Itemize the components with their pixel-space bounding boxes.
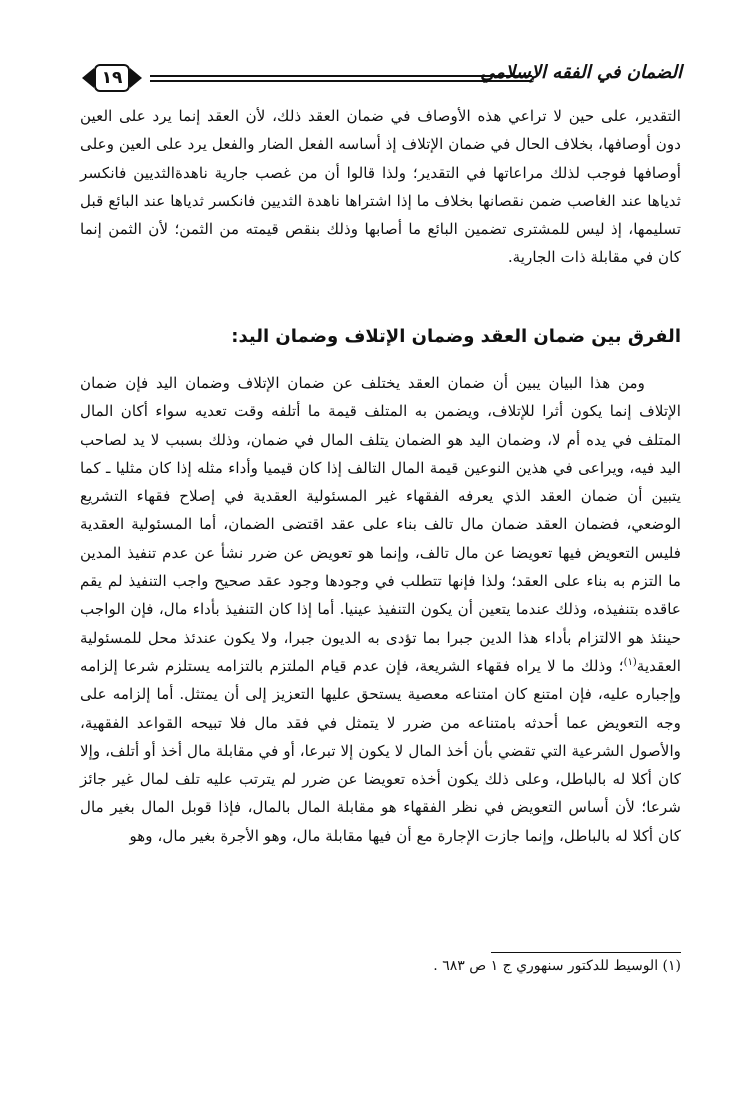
footnote: (١) الوسيط للدكتور سنهوري ج ١ ص ٦٨٣ . [433,958,681,974]
footnote-reference[interactable]: (١) [623,656,637,668]
header-rule-bottom [150,80,532,82]
paragraph-1: التقدير، على حين لا تراعي هذه الأوصاف في ضمان العقد ذلك، لأن العقد إنما يرد على العين دون أوصافها، بخلاف الحال في ضمان الإتلاف إذ أساسه الفعل الضار والفعل يرد على العين وعلى أوصافها فوجب لذلك مراعاتها في التقدير؛ ولذا قالوا أن من غصب جارية ناهدةالثديين فانكسر ثدياها عند الغاصب ضمن نقصانها بخلاف ما إذا اشتراها ناهدة الثديين فانكسر ثدياها عند البائع قبل تسليمها، إذ ليس للمشترى تضمين البائع ما أصابها وذلك بنقص قيمته من الثمن؛ لأن الثمن إنما كان في مقابلة ذات الجارية. [80,107,681,267]
page-number-badge [82,62,142,92]
paragraph-2-text-b: ؛ وذلك ما لا يراه فقهاء الشريعة، فإن عدم قيام الملتزم بالتزامه يستلزم شرعا إلزامه وإجباره عليه، فإن امتنع كان امتناعه معصية يستحق عليها التعزيز إلى أن يمتثل. أما إلزامه على وجه التعويض عما أحدثه بامتناعه من ضرر لا يتمثل في فقد مال فلا تبيحه القواعد الفقهية، والأصول الشرعية التي تقضي بأن أخذ المال لا يكون إلا تبرعا، أو في مقابلة مال أخذ أو أتلف، وإلا كان أكلا له بالباطل، وعلى ذلك يكون أخذه تعويضا عن ضرر لم يترتب عليه تلف لمال غير جائز شرعا؛ لأن أساس التعويض في نظر الفقهاء هو مقابلة المال بالمال، فإذا قوبل المال بغير مال كان أكلا له بالباطل، وإنما جازت الإجارة مع أن فيها مقابلة مال، وهو الأجرة بغير مال، وهو [80,656,681,845]
page-number: ١٩ [94,64,130,92]
footnote-divider [491,952,681,953]
left-arrow-ornament-icon [82,68,94,88]
paragraph-2-text-a: ومن هذا البيان يبين أن ضمان العقد يختلف عن ضمان الإتلاف وضمان اليد فإن ضمان الإتلاف إنما يكون أثرا للإتلاف، ويضمن به المتلف قيمة ما أتلفه وقت تعديه سواء أكان المال المتلف في يده أم لا، وضمان اليد هو الضمان يتلف المال في ضمان، وذلك بسبب لا يد لصاحب اليد فيه، ويراعى في هذين النوعين قيمة المال التالف إذا كان قيميا وأداء مثله إذا كان مثليا ـ كما يتبين أن ضمان العقد الذي يعرفه الفقهاء غير المسئولية العقدية في إصلاح فقهاء التشريع الوضعي، فضمان العقد ضمان مال تالف بناء على عقد اقتضى الضمان، أما المسئولية العقدية فليس التعويض فيها تعويضا عن مال تالف، وإنما هو تعويض عن ضرر نشأ عن عدم تنفيذ المدين ما التزم به بناء على العقد؛ ولذا فإنها تتطلب في وجودها وجود عقد صحيح واجب التنفيذ لم يقم عاقده بتنفيذه، وذلك عندما يتعين أن يكون التنفيذ عينيا. أما إذا كان التنفيذ بأداء مال، فإن الواجب حينئذ هو الالتزام بأداء هذا الدين جبرا بما تؤدى به الديون جبرا، ولا يكون عندئذ محل للمسئولية العقدية [80,374,681,675]
page-header [82,62,682,96]
paragraph-2 [80,369,681,850]
section-heading: الفرق بين ضمان العقد وضمان الإتلاف وضمان اليد: [231,326,681,347]
header-rule-top [150,75,532,77]
right-arrow-ornament-icon [130,68,142,88]
running-title: الضمان في الفقه الإسلامي [480,62,682,83]
